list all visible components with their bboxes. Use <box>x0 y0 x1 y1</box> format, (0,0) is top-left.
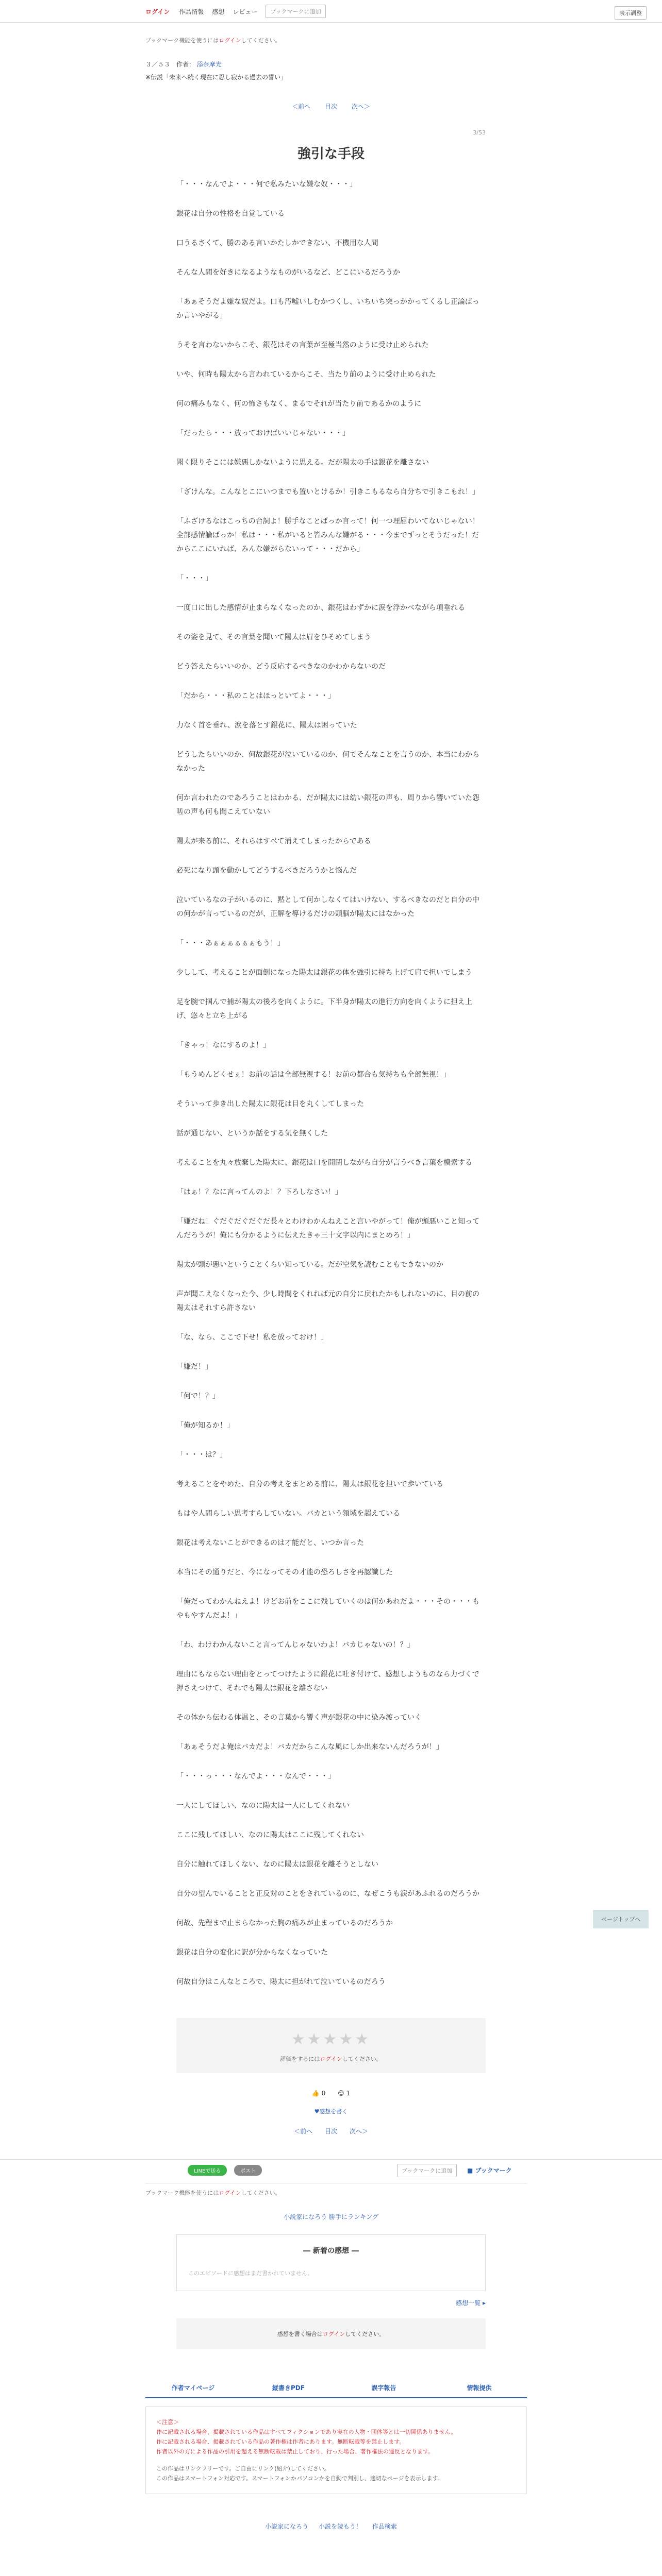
novel-paragraph: 聞く限りそこには嫌悪しかないように思える。だが陽太の手は銀花を離さない <box>176 459 429 467</box>
page-number: 3/53 <box>473 129 486 136</box>
smile-reaction[interactable]: 😊 1 <box>338 2090 351 2097</box>
novel-paragraph: もはや人間らしい思考すらしていない。バカという領域を超えている <box>176 1510 400 1518</box>
novel-paragraph: 一人にしてほしい、なのに陽太は一人にしてくれない <box>176 1802 350 1810</box>
novel-paragraph: 「嫌だね！ぐだぐだぐだぐだ長々とわけわかんねえこと言いやがって！俺が頭悪いこと知ってんだろうが！俺にも分かるように伝えたきゃ三十文字以内にまとめろ！」 <box>176 1217 479 1240</box>
disclaimer-line: 作者以外の方による作品の引用を超える無断転載は禁止しており、行った場合、著作権法の違反となります。 <box>156 2448 434 2455</box>
notice-login-link-bottom[interactable]: ログイン <box>219 2190 241 2196</box>
disclaimer-line: 作に記載される場合、掲載されている作品の著作権は作者にあります。無断転載等を禁止します。 <box>156 2438 405 2445</box>
bottom-pager <box>0 2127 662 2136</box>
novel-paragraph: いや、何時も陽太から言われているからこそ、当たり前のように受け止められた <box>176 370 436 379</box>
novel-paragraph: 理由にもならない理由をとってつけたように銀花に吐き付けて、感想しようものなら力づくで押さえつけて、それでも陽太は銀花を離さない <box>176 1670 479 1692</box>
display-settings-button[interactable]: 表示調整 <box>615 6 647 20</box>
novel-paragraph: 「・・・あぁぁぁぁぁぁもう！」 <box>176 939 285 947</box>
novel-paragraph: 自分に触れてほしくない、なのに陽太は銀花を離そうとしない <box>176 1860 378 1869</box>
author-mypage-link[interactable]: 作者マイページ <box>171 2384 215 2392</box>
novel-paragraph: そんな人間を好きになるようなものがいるなど、どこにいるだろうか <box>176 268 400 277</box>
login-link[interactable]: ログイン <box>145 8 170 15</box>
novel-paragraph: 「・・・っ・・・なんでよ・・・なんで・・・」 <box>176 1772 335 1781</box>
top-pager <box>0 102 662 111</box>
novel-paragraph: 「・・・なんでよ・・・何で私みたいな嫌な奴・・・」 <box>176 180 357 189</box>
write-impression-login-link[interactable]: ログイン <box>322 2331 345 2337</box>
novel-paragraph: 必死になり頭を動かしてどうするべきだろうかと悩んだ <box>176 867 357 875</box>
add-bookmark-button[interactable]: ブックマークに追加 <box>266 5 325 18</box>
novel-body <box>176 178 486 1989</box>
narou-link[interactable]: 小説家になろう <box>265 2523 309 2530</box>
novel-paragraph: 泣いているなの子がいるのに、黙として何かしなくてはいけない、するべきなのだと自分の中の何かが言っているのだが、正解を導けるだけの頭脳が陽太にはなかった <box>176 896 479 918</box>
novel-paragraph: 本当にその通りだと、今になってその才能の恐ろしさを再認識した <box>176 1568 393 1577</box>
prev-button[interactable]: ＜前へ <box>292 103 311 110</box>
novel-paragraph: 「わ、わけわかんないこと言ってんじゃないわよ！バカじゃないの！？」 <box>176 1641 415 1649</box>
disclaimer-line: 作に記載される場合、掲載されている作品はすべてフィクションであり実在の人物・団体等とは一切関係ありません。 <box>156 2429 457 2435</box>
impressions-list-link[interactable]: 感想一覧 ▸ <box>456 2299 486 2307</box>
novel-paragraph: 一度口に出した感情が止まらなくなったのか、銀花はわずかに涙を浮かべながら項垂れる <box>176 604 465 612</box>
novel-paragraph: 声が聞こえなくなった今、少し時間をくれれば元の自分に戻れたかもしれないのに、目の前の陽太はそれすら許さない <box>176 1290 479 1312</box>
author-link[interactable]: 添奈摩光 <box>196 61 222 68</box>
novel-paragraph: うそを言わないからこそ、銀花はその言葉が至極当然のように受け止められた <box>176 341 429 349</box>
page-top-button[interactable]: ページトップへ <box>593 1910 649 1928</box>
novel-paragraph: 陽太が来る前に、それらはすべて消えてしまったからである <box>176 837 371 845</box>
write-impression-link[interactable]: ♥感想を書く <box>314 2108 348 2115</box>
nav-impressions[interactable]: 感想 <box>212 8 225 15</box>
novel-paragraph: 「俺が知るか！」 <box>176 1421 234 1430</box>
next-button-bottom[interactable]: 次へ＞ <box>349 2128 368 2135</box>
novel-paragraph: 「・・・は？」 <box>176 1451 227 1459</box>
toc-link-bottom[interactable]: 目次 <box>324 2128 337 2135</box>
series-info <box>145 60 527 69</box>
novel-paragraph: 考えることを丸々放棄した陽太に、銀花は口を開閉しながら自分が言うべき言葉を模索する <box>176 1159 472 1167</box>
novel-paragraph: 口うるさくて、勝のある言いかたしかできない、不機用な人間 <box>176 239 378 247</box>
impressions-heading: ― 新着の感想 ― <box>303 2247 359 2255</box>
author-label: 作者： <box>176 61 195 68</box>
search-link[interactable]: 作品検索 <box>372 2523 397 2530</box>
typo-report-link[interactable]: 誤字報告 <box>371 2384 396 2392</box>
novel-paragraph: 「だったら・・・放っておけばいいじゃない・・・」 <box>176 429 350 437</box>
novel-paragraph: 考えることをやめた、自分の考えをまとめる前に、陽太は銀花を担いで歩いている <box>176 1480 443 1488</box>
novel-paragraph: 力なく首を垂れ、涙を落とす銀花に、陽太は困っていた <box>176 721 357 730</box>
series-index: ３／５３ <box>145 61 171 68</box>
novel-paragraph: そういって歩き出した陽太に銀花は目を丸くしてしまった <box>176 1100 364 1108</box>
novel-paragraph: 「俺だってわかんねえよ！けどお前をここに残していくのは何かあれだよ・・・その・・・もやもやすんだよ！」 <box>176 1598 479 1620</box>
novel-paragraph: 自分の望んでいることと正反対のことをされているのに、なぜこうも涙があふれるのだろうか <box>176 1890 479 1898</box>
novel-paragraph: 「な、なら、ここで下せ！私を放っておけ！」 <box>176 1333 328 1342</box>
novel-paragraph: 銀花は考えないことができるのは才能だと、いつか言った <box>176 1539 364 1547</box>
novel-paragraph: 「嫌だ！」 <box>176 1363 212 1371</box>
bookmark-link[interactable]: ■ ブックマーク <box>467 2167 512 2174</box>
novel-paragraph: 銀花は自分の性格を自覚している <box>176 210 285 218</box>
rating-box <box>176 2018 486 2073</box>
disclaimer-box <box>145 2406 527 2494</box>
ranking-link[interactable]: 小説家になろう 勝手にランキング <box>284 2213 378 2221</box>
novel-paragraph: 何の痛みもなく、何の怖さもなく、まるでそれが当たり前であるかのように <box>176 400 422 408</box>
novel-paragraph: 「・・・」 <box>176 574 212 583</box>
nav-work-info[interactable]: 作品情報 <box>179 8 204 15</box>
chapter-title: 強引な手段 <box>297 146 365 162</box>
top-navbar <box>0 0 662 23</box>
novel-paragraph: 「あぁそうだよ俺はバカだよ！バカだからこんな風にしか出来ないんだろうが！」 <box>176 1743 443 1751</box>
bookmark-login-notice-bottom: ブックマーク機能を使うにはログインしてください。 <box>145 2190 281 2196</box>
good-reaction[interactable]: 👍 0 <box>311 2090 326 2097</box>
no-impressions-text: このエピソードに感想はまだ書かれていません。 <box>188 2270 313 2277</box>
write-impression-box: 感想を書く場合はログインしてください。 <box>176 2318 486 2349</box>
novel-paragraph: 「だから・・・私のことはほっといてよ・・・」 <box>176 692 335 700</box>
novel-paragraph: 何故、先程まで止まらなかった胸の痛みが止まっているのだろうか <box>176 1919 393 1927</box>
notice-login-link[interactable]: ログイン <box>219 37 241 44</box>
novel-paragraph: 「きゃっ！なにするのよ！」 <box>176 1041 270 1049</box>
next-button[interactable]: 次へ＞ <box>351 103 370 110</box>
add-bookmark-button-bottom[interactable]: ブックマークに追加 <box>397 2164 457 2177</box>
novel-paragraph: その体から伝わる体温と、その言葉から響く声が銀花の中に染み渡っていく <box>176 1714 422 1722</box>
novel-paragraph: 少しして、考えることが面倒になった陽太は銀花の体を強引に持ち上げて肩で担いでしまう <box>176 969 472 977</box>
novel-paragraph: 話が通じない、というか話をする気を無くした <box>176 1129 328 1138</box>
share-toolbar <box>145 2160 527 2183</box>
bottom-links <box>0 2522 662 2531</box>
novel-paragraph: どう答えたらいいのか、どう反応するべきなのかわからないのだ <box>176 663 386 671</box>
rating-login-link[interactable]: ログイン <box>320 2056 342 2062</box>
novel-paragraph: 「あぁそうだよ嫌な奴だよ。口も汚嘘いしむかつくし、いちいち突っかかってくるし正論ばっか言いやがる」 <box>176 298 479 320</box>
yomou-link[interactable]: 小説を読もう！ <box>318 2523 362 2530</box>
novel-paragraph: 陽太が頭が悪いということくらい知っている。だが空気を読むこともできないのか <box>176 1261 443 1269</box>
novel-paragraph: 「ざけんな。こんなとこにいつまでも置いとけるか！引きこもるなら自分ちで引きこもれ！」 <box>176 488 479 496</box>
impressions-box <box>176 2234 486 2291</box>
info-report-link[interactable]: 情報提供 <box>467 2384 492 2392</box>
toc-link[interactable]: 目次 <box>324 103 337 110</box>
rating-stars[interactable]: ★★★★★ <box>291 2030 371 2048</box>
disclaimer-smartphone: この作品はスマートフォン対応です。スマートフォンかパソコンかを自動で判別し、適切なページを表示します。 <box>156 2475 443 2482</box>
novel-paragraph: どうしたらいいのか、何故銀花が泣いているのか、何でそんなことを言うのか、本当にわからなかった <box>176 751 479 773</box>
x-share-button[interactable]: ポスト <box>234 2165 262 2176</box>
novel-paragraph: 「何で！？」 <box>176 1392 220 1400</box>
novel-paragraph: 足を腕で掴んで捕が陽太の後ろを向くように。下半身が陽太の進行方向を向くように担え上げ、悠々と立ち上がる <box>176 998 472 1020</box>
novel-paragraph: 「はぁ！？なに言ってんのよ！？下ろしなさい！」 <box>176 1188 342 1196</box>
reactions <box>0 2090 662 2097</box>
prev-button-bottom[interactable]: ＜前へ <box>294 2128 313 2135</box>
novel-paragraph: 何か言われたのであろうことはわかる、だが陽太には幼い銀花の声も、周りから響いていた怨嗟の声も何も聞こえていない <box>176 794 479 816</box>
nav-reviews[interactable]: レビュー <box>233 8 258 15</box>
novel-paragraph: 「もうめんどくせぇ！お前の話は全部無視する！お前の都合も気持ちも全部無視！」 <box>176 1071 451 1079</box>
novel-paragraph: 「ふざけるなはこっちの台詞よ！勝手なことばっか言って！何一つ理屈わいてないじゃない！全部感情論ばっか！私は・・・私がいると皆みんな嫌がる・・・今までずっとそうだった！だからここにいれば、みんな嫌がらないって・・・だから」 <box>176 517 479 553</box>
footer-nav <box>145 2378 527 2398</box>
novel-paragraph: 銀花は自分の変化に訳が分からなくなっていた <box>176 1948 328 1957</box>
novel-paragraph: ここに残してほしい、なのに陽太はここに残してくれない <box>176 1831 364 1839</box>
vertical-pdf-link[interactable]: 縦書きPDF <box>272 2384 305 2392</box>
series-summary: ※伝説「未来へ続く現在に忍し寂かる過去の誓い」 <box>145 74 287 81</box>
novel-paragraph: その姿を見て、その言葉を聞いて陽太は眉をひそめてしまう <box>176 633 371 641</box>
disclaimer-linkfree: この作品はリンクフリーです。ご自由にリンク(紹介)してください。 <box>156 2465 330 2472</box>
disclaimer-label: ＜注意＞ <box>156 2419 179 2426</box>
rating-login-note: 評価をするにはログインしてください。 <box>280 2056 382 2062</box>
line-share-button[interactable]: LINEで送る <box>188 2165 227 2176</box>
bookmark-login-notice: ブックマーク機能を使うにはログインしてください。 <box>145 37 281 44</box>
novel-paragraph: 何故自分はこんなところで、陽太に担がれて泣いているのだろう <box>176 1978 386 1986</box>
